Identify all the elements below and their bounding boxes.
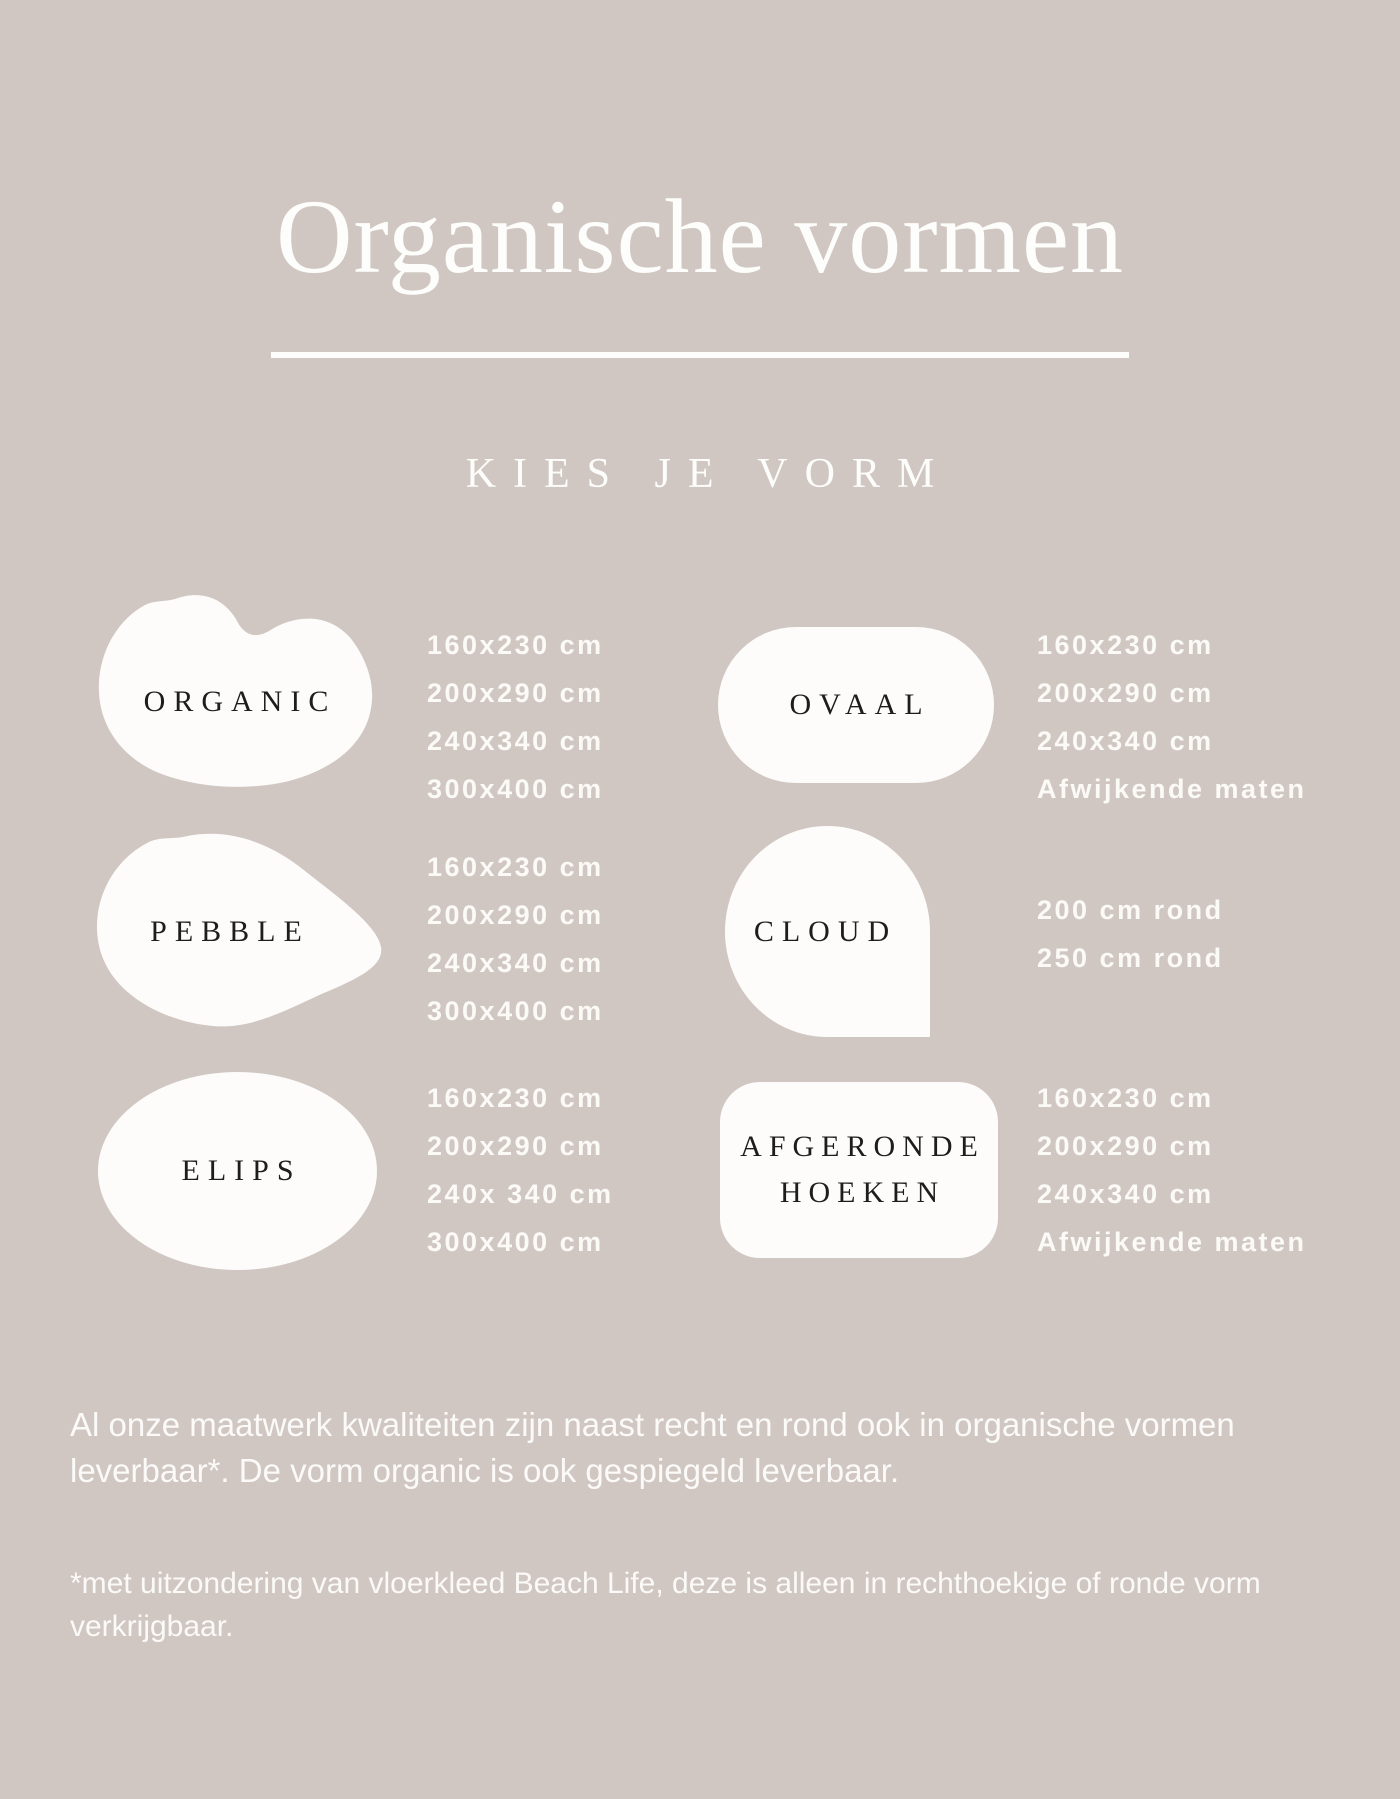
size-option: 200x290 cm bbox=[427, 677, 604, 708]
page-title: Organische vormen bbox=[275, 178, 1125, 295]
size-option: 160x230 cm bbox=[427, 1082, 604, 1113]
shape-card-elips bbox=[98, 1072, 377, 1270]
shape-card-afgeronde-hoeken bbox=[720, 1082, 998, 1258]
size-list-organic bbox=[427, 621, 604, 813]
size-option: 200x290 cm bbox=[427, 899, 604, 930]
size-option: 160x230 cm bbox=[427, 851, 604, 882]
size-option: 160x230 cm bbox=[427, 629, 604, 660]
size-option: 300x400 cm bbox=[427, 995, 604, 1026]
shape-label-ovaal: OVAAL bbox=[789, 688, 931, 721]
shape-label-cloud: CLOUD bbox=[753, 914, 898, 948]
shape-card-organic bbox=[97, 585, 375, 791]
size-option: 240x340 cm bbox=[427, 947, 604, 978]
size-option: 300x400 cm bbox=[427, 773, 604, 804]
beach-life-footnote: *met uitzondering van vloerkleed Beach Life, deze is alleen in rechthoekige of ronde vorm verkrijgbaar. bbox=[70, 1567, 1261, 1643]
shape-label-afgeronde-hoeken bbox=[733, 1124, 985, 1216]
size-option: 200x290 cm bbox=[1037, 677, 1214, 708]
size-option: 300x400 cm bbox=[427, 1226, 604, 1257]
shape-label-line2: HOEKEN bbox=[779, 1176, 946, 1209]
size-list-pebble bbox=[427, 843, 604, 1035]
shape-label-organic: ORGANIC bbox=[143, 685, 337, 718]
shape-label-elips: ELIPS bbox=[181, 1154, 302, 1187]
size-option: 250 cm rond bbox=[1037, 942, 1224, 973]
size-list-afgeronde-hoeken bbox=[1037, 1074, 1307, 1266]
size-option: 160x230 cm bbox=[1037, 1082, 1214, 1113]
size-option: 200x290 cm bbox=[427, 1130, 604, 1161]
size-option: 240x340 cm bbox=[1037, 725, 1214, 756]
shape-label-line1: AFGERONDE bbox=[740, 1130, 985, 1163]
size-option: Afwijkende maten bbox=[1037, 1226, 1307, 1257]
size-option: 240x 340 cm bbox=[427, 1178, 614, 1209]
size-option: 240x340 cm bbox=[427, 725, 604, 756]
size-option: Afwijkende maten bbox=[1037, 773, 1307, 804]
shape-card-pebble bbox=[93, 827, 383, 1030]
availability-paragraph: Al onze maatwerk kwaliteiten zijn naast recht en rond ook in organische vormen leverbaar*. De vorm organic is ook gespiegeld leverbaar. bbox=[70, 1406, 1235, 1489]
size-list-ovaal bbox=[1037, 621, 1307, 813]
shape-card-cloud bbox=[725, 826, 930, 1037]
size-list-elips bbox=[427, 1074, 614, 1266]
size-list-cloud bbox=[1037, 886, 1224, 982]
size-option: 200x290 cm bbox=[1037, 1130, 1214, 1161]
shape-card-ovaal bbox=[718, 627, 994, 783]
size-option: 160x230 cm bbox=[1037, 629, 1214, 660]
size-option: 240x340 cm bbox=[1037, 1178, 1214, 1209]
title-divider bbox=[271, 352, 1129, 358]
shape-label-pebble: PEBBLE bbox=[150, 914, 310, 948]
subtitle-kies-je-vorm: KIES JE VORM bbox=[465, 451, 952, 497]
size-option: 200 cm rond bbox=[1037, 894, 1224, 925]
